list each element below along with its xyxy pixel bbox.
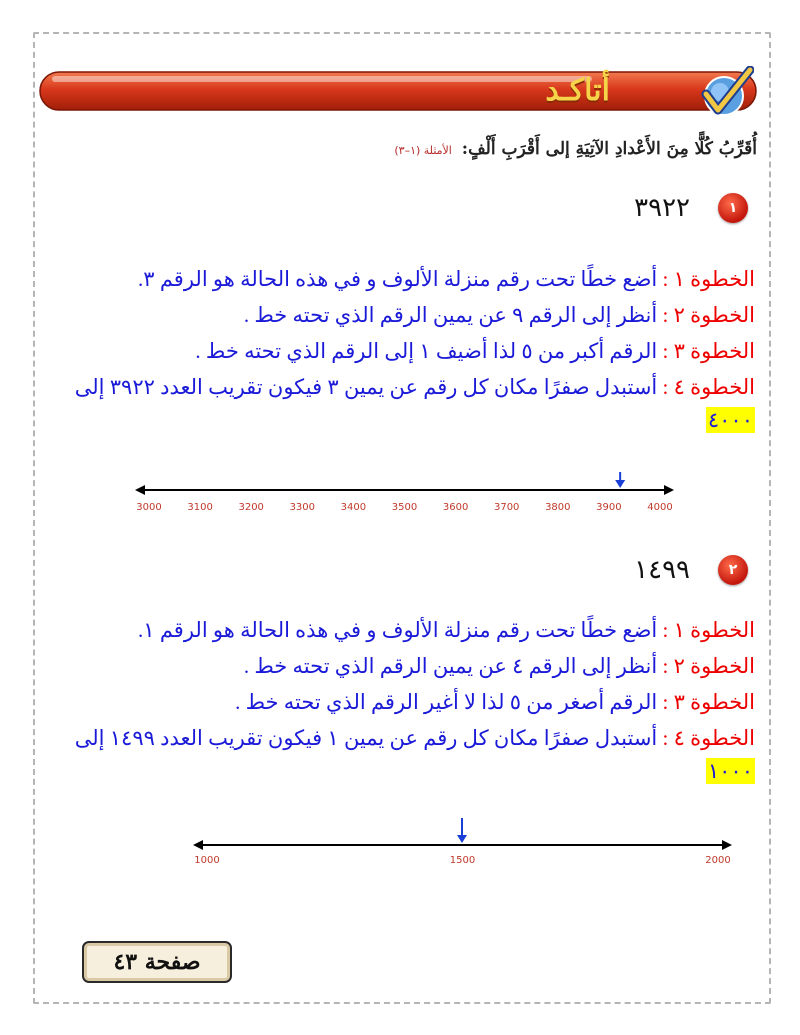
tick-label: 3600 (442, 502, 469, 513)
tick-label: 1500 (449, 855, 476, 866)
tick-label: 3900 (596, 502, 622, 513)
step-2 (60, 299, 755, 332)
axis-arrow-left (193, 840, 203, 850)
number-line-1 (0, 468, 800, 518)
step-label: الخطوة ٤ : (662, 375, 755, 399)
problem-1-steps (60, 263, 755, 433)
step-text: الرقم أكبر من ٥ لذا أضيف ١ إلى الرقم الذي تحته خط . (195, 339, 663, 363)
step-label: الخطوة ١ : (662, 267, 755, 291)
step-3 (60, 686, 755, 719)
step-text: أستبدل صفرًا مكان كل رقم عن يمين ١ فيكون تقريب العدد ١٤٩٩ إلى (74, 726, 663, 750)
step-label: الخطوة ٢ : (662, 303, 755, 327)
checkmark-icon (698, 66, 754, 122)
axis-arrow-right (722, 840, 732, 850)
step-1 (60, 614, 755, 647)
tick-label: 3400 (340, 502, 367, 513)
problem-2-steps (60, 614, 755, 784)
tick-label: 2000 (705, 855, 731, 866)
marker-arrow-head (457, 835, 467, 843)
step-1 (60, 263, 755, 296)
problem-value: ١٤٩٩ (634, 555, 690, 585)
problem-number-badge: ٢ (718, 555, 748, 585)
step-text: أضع خطًا تحت رقم منزلة الألوف و في هذه الحالة هو الرقم ٣. (138, 267, 663, 291)
instruction-reference: الأمثلة (١–٣) (394, 144, 452, 157)
tick-label: 3800 (545, 502, 571, 513)
step-text: أنظر إلى الرقم ٩ عن يمين الرقم الذي تحته خط . (243, 303, 663, 327)
answer-row (60, 407, 755, 433)
instruction-main: أُقَرِّبُ كُلًّا مِنَ الأَعْدادِ الآتِيَةِ إلى أَقْرَبِ أَلْفٍ: (461, 139, 757, 159)
step-3 (60, 335, 755, 368)
banner-bar (38, 68, 760, 114)
step-label: الخطوة ٣ : (662, 690, 755, 714)
tick-label: 3100 (187, 502, 213, 513)
tick-label: 3500 (391, 502, 418, 513)
tick-label: 3300 (289, 502, 316, 513)
section-banner (38, 68, 760, 114)
tick-label: 3000 (136, 502, 162, 513)
page-number-box: صفحة ٤٣ (82, 941, 232, 983)
instruction-text (394, 139, 757, 159)
problem-1-header (634, 193, 748, 223)
axis-arrow-left (135, 485, 145, 495)
step-4 (60, 722, 755, 755)
step-label: الخطوة ٢ : (662, 654, 755, 678)
problem-number-badge: ١ (718, 193, 748, 223)
rounded-answer: ١٠٠٠ (707, 759, 753, 783)
tick-label: 4000 (647, 502, 673, 513)
banner-title: أتاكـد (545, 73, 610, 108)
step-label: الخطوة ٤ : (662, 726, 755, 750)
problem-2-header (634, 555, 748, 585)
step-label: الخطوة ١ : (662, 618, 755, 642)
tick-label: 3200 (238, 502, 264, 513)
step-2 (60, 650, 755, 683)
number-line-2 (0, 816, 800, 872)
step-text: الرقم أصغر من ٥ لذا لا أغير الرقم الذي تحته خط . (235, 690, 663, 714)
step-text: أضع خطًا تحت رقم منزلة الألوف و في هذه الحالة هو الرقم ١. (138, 618, 663, 642)
step-4 (60, 371, 755, 404)
problem-value: ٣٩٢٢ (634, 193, 690, 223)
marker-arrow-head (615, 480, 625, 488)
axis-arrow-right (664, 485, 674, 495)
step-text: أنظر إلى الرقم ٤ عن يمين الرقم الذي تحته خط . (243, 654, 663, 678)
rounded-answer: ٤٠٠٠ (707, 408, 753, 432)
step-text: أستبدل صفرًا مكان كل رقم عن يمين ٣ فيكون تقريب العدد ٣٩٢٢ إلى (74, 375, 663, 399)
tick-label: 1000 (194, 855, 220, 866)
step-label: الخطوة ٣ : (662, 339, 755, 363)
answer-row (60, 758, 755, 784)
tick-label: 3700 (493, 502, 520, 513)
